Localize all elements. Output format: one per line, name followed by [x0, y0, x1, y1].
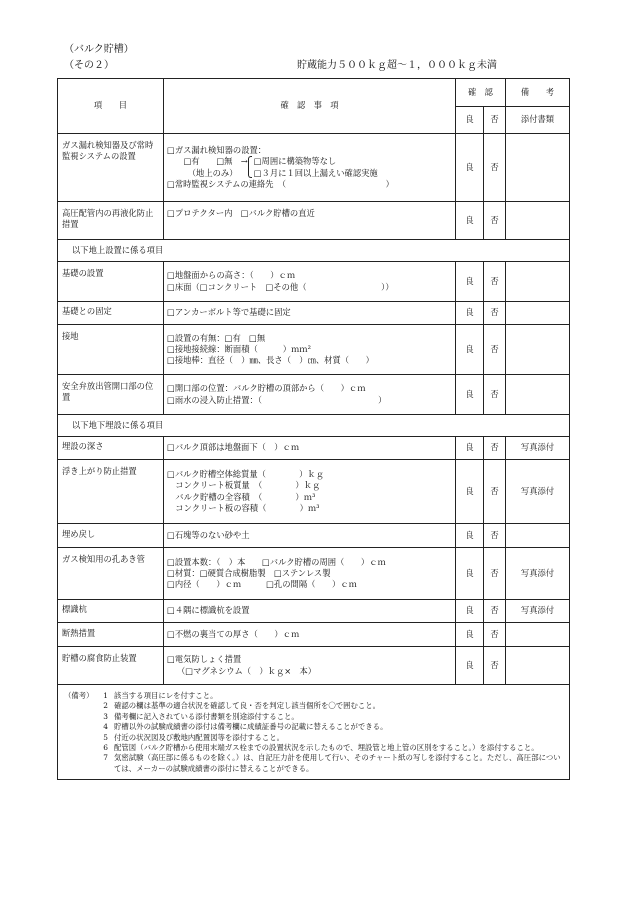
bad-option[interactable]: 否 [484, 437, 506, 460]
good-option[interactable]: 良 [456, 375, 484, 415]
table-row [58, 548, 570, 600]
note-number: 2 [103, 701, 108, 711]
row-label: 貯槽の腐食防止装置 [58, 647, 164, 685]
section-heading-underground: 以下地下埋設に係る項目 [58, 415, 570, 437]
good-option[interactable]: 良 [456, 647, 484, 685]
row-content [164, 524, 456, 548]
remarks-cell: 写真添付 [506, 460, 570, 524]
field-line: コンクリート板の容積（ ）ｍ³ [167, 502, 320, 513]
row-label: 基礎の設置 [58, 262, 164, 302]
note-row [64, 712, 565, 722]
remarks-notes [58, 685, 570, 780]
check-item[interactable]: （□マグネシウム（ ）ｋｇ× 本） [177, 665, 317, 676]
row-content [164, 375, 456, 415]
row-content [164, 325, 456, 375]
row-label: 断熱措置 [58, 623, 164, 647]
check-item[interactable]: □材質：□硬質合成樹脂製 □ステンレス製 [167, 567, 331, 578]
note-number: 7 [103, 753, 108, 763]
good-option[interactable]: 良 [456, 623, 484, 647]
table-row [58, 262, 570, 302]
field-line: コンクリート板質量 （ ）ｋｇ [167, 480, 321, 491]
row-content [164, 548, 456, 600]
row-label: ガス漏れ検知器及び常時監視システムの設置 [58, 134, 164, 202]
row-content [164, 437, 456, 460]
bad-option[interactable]: 否 [484, 375, 506, 415]
remarks-cell: 写真添付 [506, 437, 570, 460]
table-row [58, 647, 570, 685]
note-row [64, 701, 565, 711]
check-item[interactable]: □石塊等のない砂や土 [167, 529, 250, 540]
table-row [58, 460, 570, 524]
check-item[interactable]: □床面（□コンクリート □その他（ ）） [167, 281, 394, 292]
document-type: （バルク貯槽） [64, 44, 134, 55]
bad-option[interactable]: 否 [484, 202, 506, 240]
good-option[interactable]: 良 [456, 600, 484, 623]
row-label: 標識杭 [58, 600, 164, 623]
check-item[interactable]: □接地接続線：断面積（ ）ｍｍ² [167, 343, 311, 354]
bad-option[interactable]: 否 [484, 325, 506, 375]
bad-option[interactable]: 否 [484, 134, 506, 202]
good-option[interactable]: 良 [456, 325, 484, 375]
remarks-cell [506, 134, 570, 202]
row-content [164, 202, 456, 240]
good-option[interactable]: 良 [456, 202, 484, 240]
row-label: 安全弁放出管開口部の位置 [58, 375, 164, 415]
check-item[interactable]: □設置の有無：□有 □無 [167, 332, 266, 343]
bad-option[interactable]: 否 [484, 647, 506, 685]
note-number: 3 [103, 711, 108, 721]
good-option[interactable]: 良 [456, 460, 484, 524]
remarks-cell [506, 375, 570, 415]
row-content [164, 134, 456, 202]
col-header-attach: 添付書類 [506, 107, 570, 134]
table-row [58, 325, 570, 375]
check-item[interactable]: □プロテクター内 □バルク貯槽の直近 [167, 208, 315, 218]
remarks-cell [506, 325, 570, 375]
section-heading-above-ground: 以下地上設置に係る項目 [58, 240, 570, 262]
check-item[interactable]: □電気防しょく措置 [167, 654, 242, 665]
good-option[interactable]: 良 [456, 302, 484, 325]
remarks-cell: 写真添付 [506, 600, 570, 623]
row-label: 埋設の深さ [58, 437, 164, 460]
remarks-cell [506, 623, 570, 647]
check-item[interactable]: □アンカーボルト等で基礎に固定 [167, 307, 291, 318]
bad-option[interactable]: 否 [484, 302, 506, 325]
table-row [58, 600, 570, 623]
row-content [164, 302, 456, 325]
check-item[interactable]: □４隅に標識杭を設置 [167, 605, 250, 616]
bad-option[interactable]: 否 [484, 524, 506, 548]
row-content [164, 647, 456, 685]
remarks-cell [506, 262, 570, 302]
table-row [58, 437, 570, 460]
check-item[interactable]: □有 □無 → [167, 156, 248, 167]
note-number: 6 [103, 743, 108, 753]
row-content [164, 623, 456, 647]
check-item[interactable]: □雨水の浸入防止措置：（ ） [167, 394, 387, 405]
check-item[interactable]: □バルク頂部は地盤面下（ ）ｃｍ [167, 442, 300, 453]
check-item[interactable]: □３月に１回以上漏えい確認実施 [253, 167, 378, 178]
row-label: ガス検知用の孔あき管 [58, 548, 164, 600]
above-ground-note: （地上のみ） [167, 167, 238, 178]
check-item[interactable]: □接地棒：直径（ ）㎜、長さ（ ）㎝、材質（ ） [167, 355, 374, 366]
note-number: 1 [103, 691, 108, 700]
row-content [164, 460, 456, 524]
col-header-remarks: 備 考 [506, 79, 570, 107]
page-subtitle: （その２） [64, 60, 114, 71]
note-number: 5 [103, 732, 108, 742]
table-row [58, 302, 570, 325]
remarks-cell [506, 647, 570, 685]
row-label: 埋め戻し [58, 524, 164, 548]
bad-option[interactable]: 否 [484, 460, 506, 524]
notes-label: （備考） [64, 691, 94, 700]
col-header-bad: 否 [484, 107, 506, 134]
remarks-cell: 写真添付 [506, 548, 570, 600]
table-row [58, 375, 570, 415]
check-item[interactable]: □開口部の位置：バルク貯槽の頂部から（ ）ｃｍ [167, 383, 366, 394]
check-item[interactable]: □地盤面からの高さ：（ ）ｃｍ [167, 270, 296, 281]
note-text: 確認の欄は基準の適合状況を確認して良・否を判定し該当個所を〇で囲むこと。 [114, 701, 381, 711]
field-line: バルク貯槽の全容積 （ ）ｍ³ [167, 491, 316, 502]
note-row [64, 691, 565, 701]
remarks-cell [506, 524, 570, 548]
check-item[interactable]: □不燃の裏当ての厚さ（ ）ｃｍ [167, 628, 300, 639]
table-row [58, 524, 570, 548]
inspection-form-table [57, 78, 570, 780]
note-row [64, 753, 565, 774]
good-option[interactable]: 良 [456, 524, 484, 548]
note-row [64, 722, 565, 732]
col-header-item: 項 目 [58, 79, 164, 134]
note-number: 4 [103, 722, 108, 732]
good-option[interactable]: 良 [456, 262, 484, 302]
bad-option[interactable]: 否 [484, 623, 506, 647]
note-text: 気密試験（高圧部に係るものを除く。）は、自記圧力計を使用して行い、そのチャート紙の写しを添付すること。ただし、高圧部については、メーカーの試験成績書の添付に替えることができる。 [114, 753, 561, 773]
check-item[interactable]: □内径（ ）ｃｍ □孔の間隔（ ）ｃｍ [167, 579, 357, 590]
row-label: 高圧配管内の再液化防止措置 [58, 202, 164, 240]
row-content [164, 600, 456, 623]
check-item[interactable]: □常時監視システムの連絡先 （ ） [167, 178, 394, 189]
remarks-cell [506, 202, 570, 240]
check-item[interactable]: □バルク貯槽空体総質量（ ）ｋｇ [167, 469, 325, 480]
note-text: 付近の状況図及び敷地内配置図等を添付すること。 [114, 732, 284, 742]
good-option[interactable]: 良 [456, 548, 484, 600]
note-text: 貯槽以外の試験成績書の添付は備考欄に成績証番号の記載に替えることができる。 [114, 722, 388, 732]
good-option[interactable]: 良 [456, 134, 484, 202]
col-header-content: 確 認 事 項 [164, 79, 456, 134]
note-row [64, 733, 565, 743]
table-row [58, 134, 570, 202]
note-text: 備考欄に記入されている添付書類を別途添付すること。 [114, 711, 299, 721]
bad-option[interactable]: 否 [484, 262, 506, 302]
check-item[interactable]: □設置本数：（ ）本 □バルク貯槽の周囲（ ）ｃｍ [167, 556, 386, 567]
row-label: 基礎との固定 [58, 302, 164, 325]
table-row [58, 202, 570, 240]
remarks-cell [506, 302, 570, 325]
check-item[interactable]: □周囲に構築物等なし [253, 156, 337, 167]
note-text: 配管図（バルク貯槽から使用末端ガス栓までの設置状況を示したもので、埋設管と地上管の区別をすること。）を添付すること。 [114, 743, 539, 753]
note-text: 該当する項目にレを付すこと。 [114, 691, 218, 700]
row-label: 浮き上がり防止措置 [58, 460, 164, 524]
row-content [164, 262, 456, 302]
bracket-icon [248, 156, 252, 178]
check-item[interactable]: □ガス漏れ検知器の設置： [167, 145, 267, 156]
table-row [58, 623, 570, 647]
note-row [64, 743, 565, 753]
col-header-confirm: 確 認 [456, 79, 506, 107]
capacity-range: 貯蔵能力５００ｋｇ超～１，０００ｋｇ未満 [297, 60, 497, 71]
good-option[interactable]: 良 [456, 437, 484, 460]
bad-option[interactable]: 否 [484, 600, 506, 623]
col-header-good: 良 [456, 107, 484, 134]
bad-option[interactable]: 否 [484, 548, 506, 600]
row-label: 接地 [58, 325, 164, 375]
